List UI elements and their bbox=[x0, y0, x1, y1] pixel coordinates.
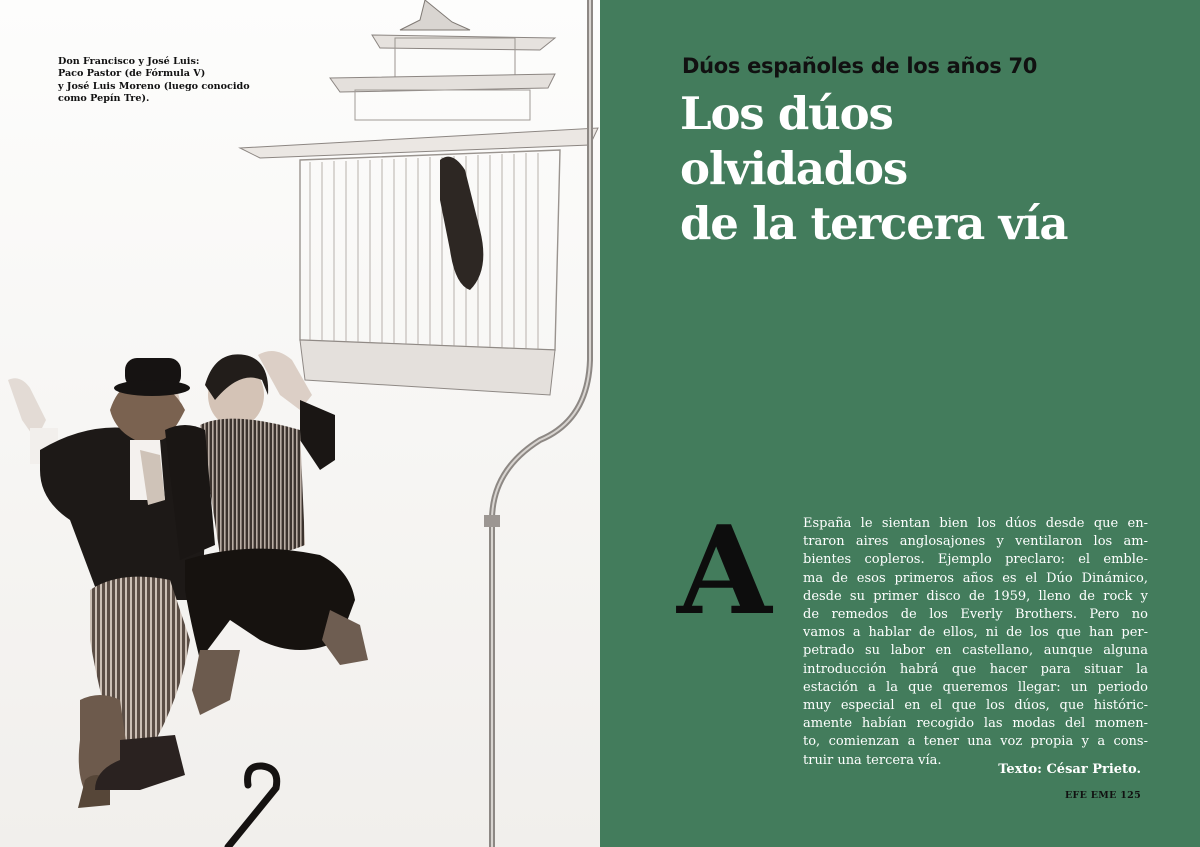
photo-caption bbox=[58, 56, 248, 105]
drop-cap: A bbox=[677, 498, 772, 642]
title-line: Los dúos bbox=[680, 87, 893, 140]
page-folio: EFE EME 125 bbox=[1065, 790, 1141, 801]
body-line: introducción habrá que hacer para situar la bbox=[803, 661, 1148, 677]
title-line: olvidados bbox=[680, 142, 907, 195]
title-line: de la tercera vía bbox=[680, 197, 1068, 250]
body-line: desde su primer disco de 1959, lleno de rock y bbox=[803, 588, 1148, 604]
caption-line: Paco Pastor (de Fórmula V) bbox=[58, 68, 206, 80]
body-line: de remedos de los Everly Brothers. Pero no bbox=[803, 607, 1148, 623]
body-line: traron aires anglosajones y ventilaron los am- bbox=[803, 534, 1148, 550]
body-line: to, comienzan a tener una voz propia y a cons- bbox=[803, 734, 1148, 750]
body-line: amente habían recogido las modas del momen- bbox=[803, 716, 1148, 732]
article-title bbox=[680, 86, 1067, 251]
article-page bbox=[600, 0, 1200, 847]
body-line: petrado su labor en castellano, aunque alguna bbox=[803, 643, 1148, 659]
article-kicker: Dúos españoles de los años 70 bbox=[682, 54, 1038, 78]
body-line: España le sientan bien los dúos desde que en- bbox=[803, 516, 1148, 531]
body-line: ma de esos primeros años es el Dúo Dinámico, bbox=[803, 570, 1148, 586]
caption-line: como Pepín Tre). bbox=[58, 92, 150, 104]
author-credit: Texto: César Prieto. bbox=[998, 762, 1141, 777]
caption-line: y José Luis Moreno (luego conocido bbox=[58, 80, 250, 92]
body-line: bientes copleros. Ejemplo preclaro: el emble- bbox=[803, 552, 1148, 568]
body-line: estación a la que queremos llegar: un periodo bbox=[803, 679, 1148, 695]
body-line: truir una tercera vía. bbox=[803, 752, 942, 768]
body-line: vamos a hablar de ellos, ni de los que han per- bbox=[803, 625, 1148, 641]
article-body bbox=[803, 515, 1148, 770]
body-line: muy especial en el que los dúos, que históric- bbox=[803, 698, 1148, 714]
caption-line: Don Francisco y José Luis: bbox=[58, 56, 200, 67]
